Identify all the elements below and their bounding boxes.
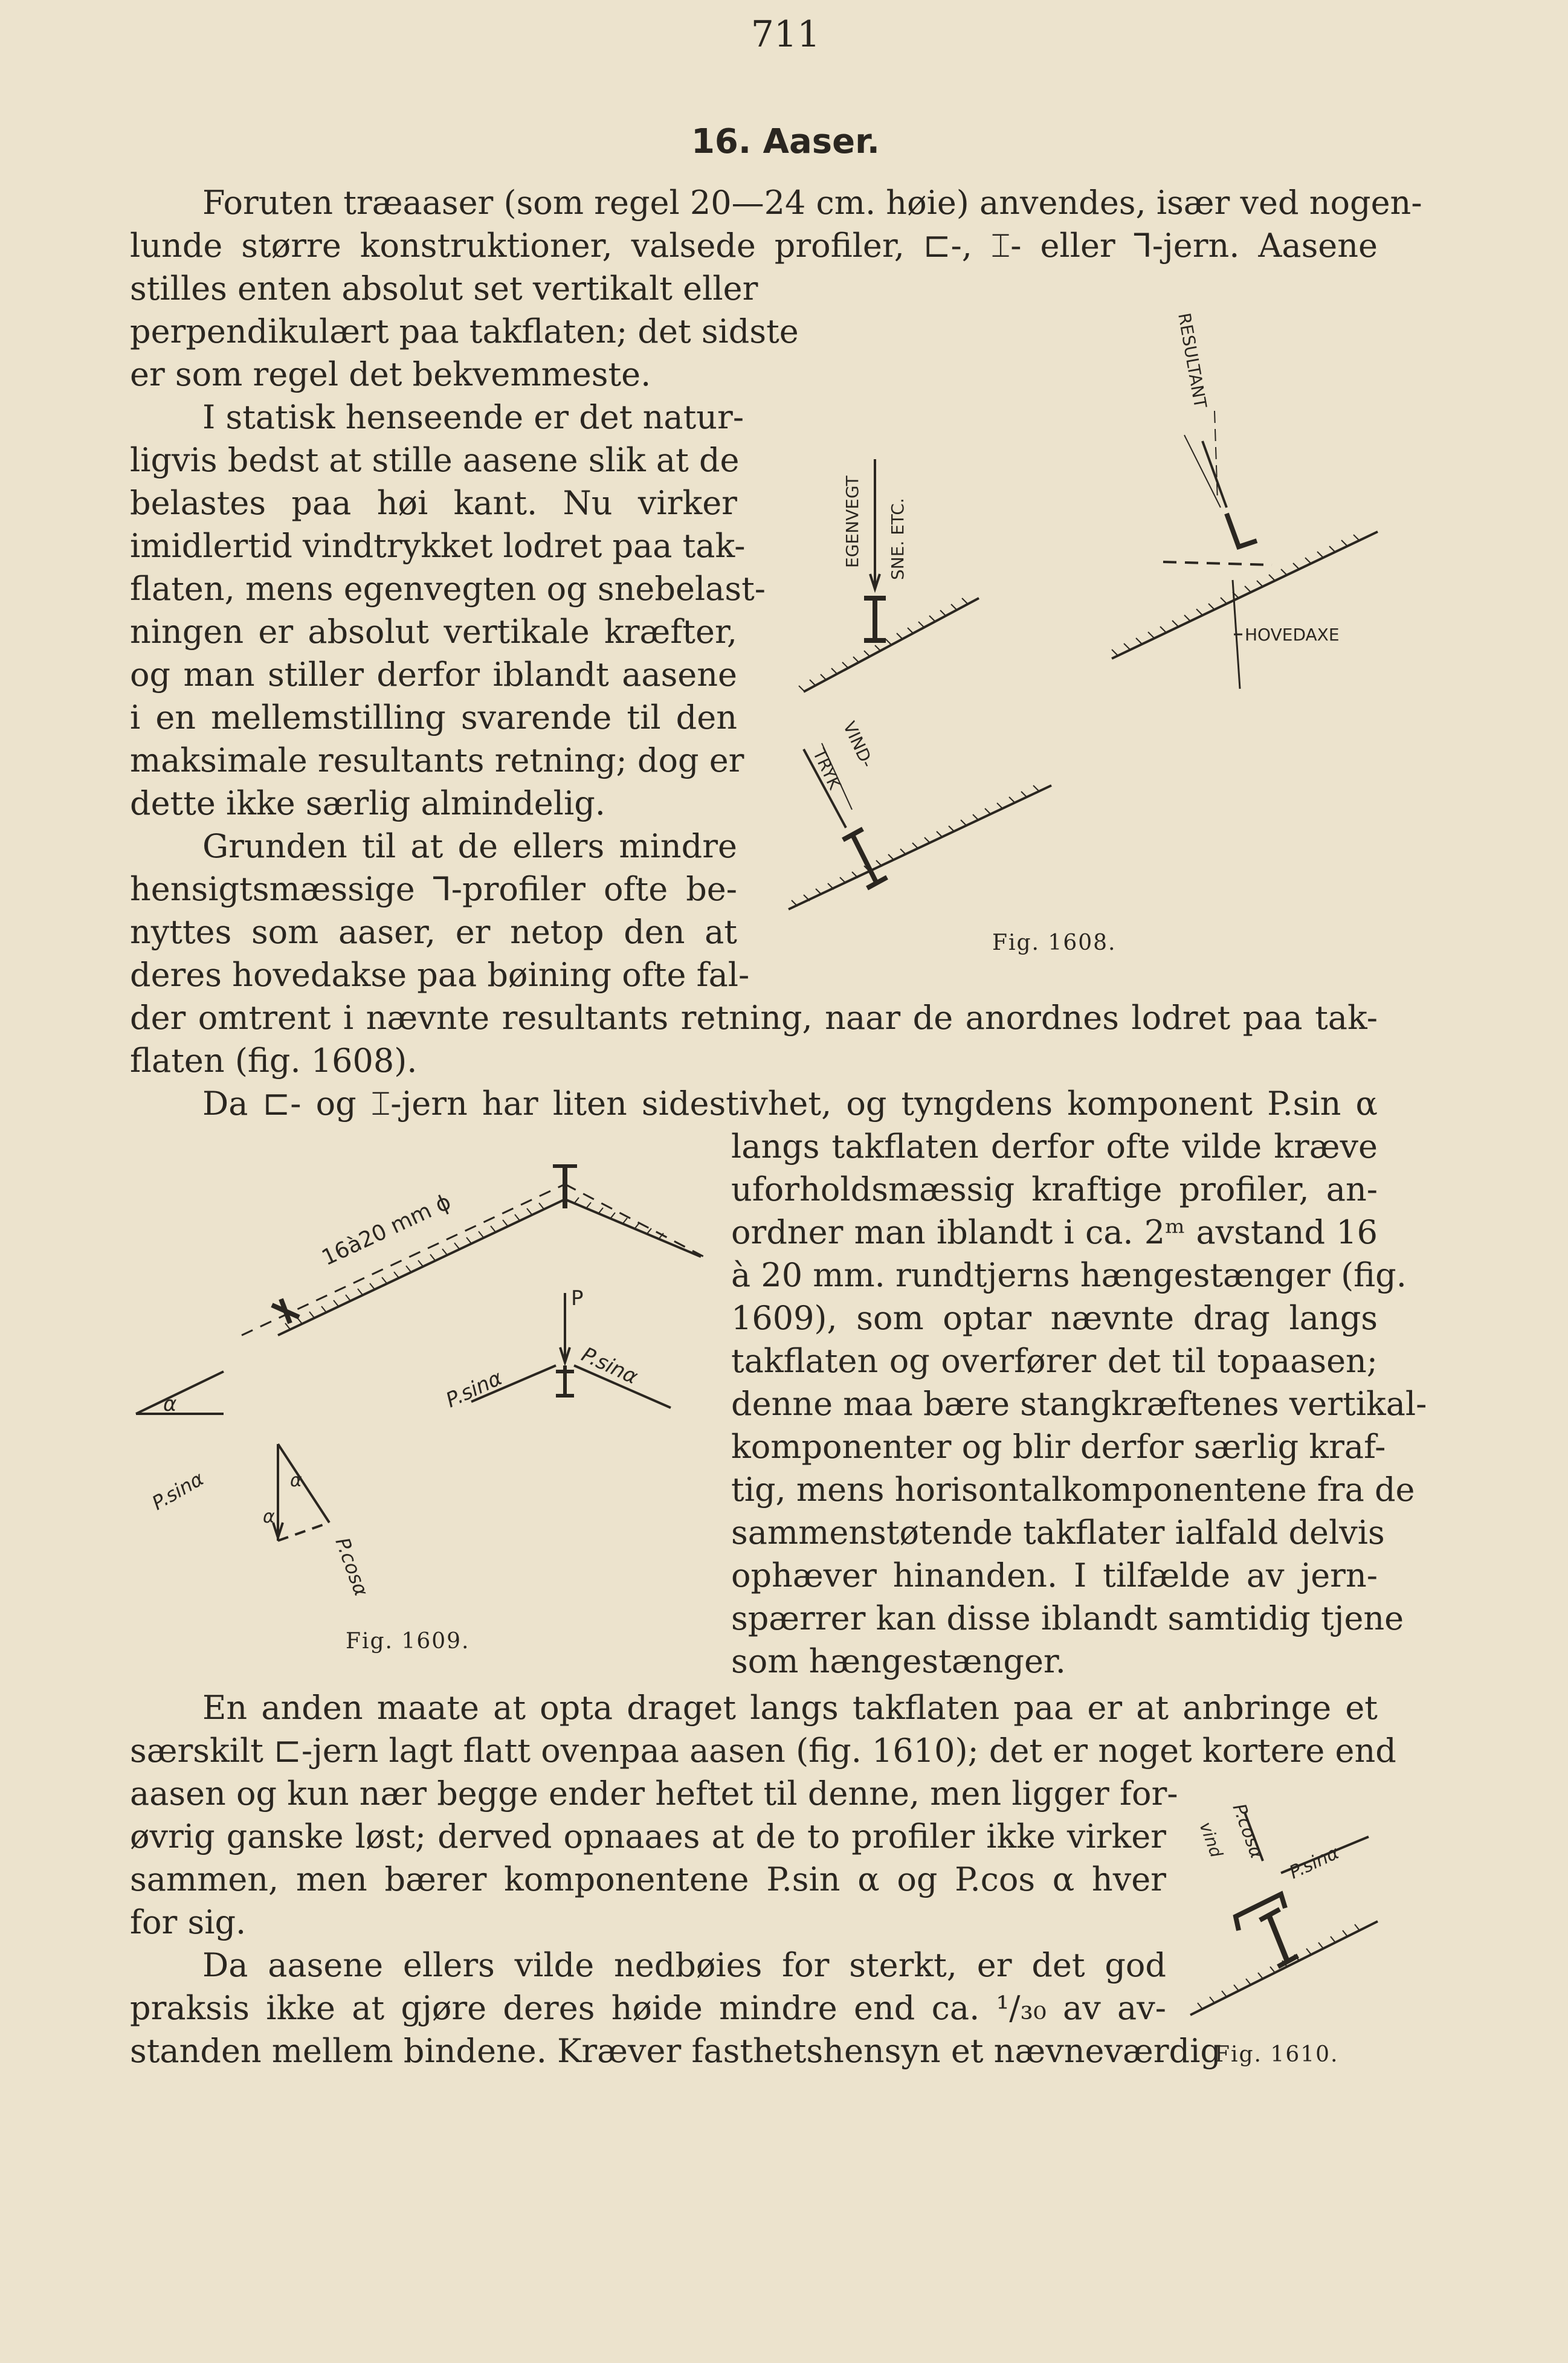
text-line: stilles enten absolut set vertikalt eller [130,269,758,308]
section-title: 16. Aaser. [691,122,880,161]
text-line: standen mellem bindene. Kræver fasthetshensyn et nævneværdig [130,2032,1221,2070]
text-line: langs takflaten derfor ofte vilde kræve [731,1127,1378,1165]
label-p: P [571,1286,584,1310]
text-line: der omtrent i nævnte resultants retning, naar de anordnes lodret paa tak- [130,999,1378,1037]
text-line: spærrer kan disse iblandt samtidig tjene [731,1599,1404,1637]
label-sne: SNE. ETC. [888,498,908,580]
text-line: sammenstøtende takflater ialfald delvis [731,1514,1385,1552]
figure-1608-caption: Fig. 1608. [992,930,1117,955]
text-line: Grunden til at de ellers mindre [202,827,737,865]
page-number: 711 [750,13,821,56]
text-line: flaten, mens egenvegten og snebelast- [130,570,766,608]
label-pcos: P.cosα [331,1534,373,1599]
text-line: særskilt ⊏-jern lagt flatt ovenpaa aasen (fig. 1610); det er noget kortere end [130,1732,1396,1770]
label-psin-left: P.sinα [442,1365,506,1413]
label-tryk: TRYK [808,746,845,793]
figure-1609-caption: Fig. 1609. [346,1629,470,1654]
text-line: flaten (fig. 1608). [130,1042,418,1080]
label-alpha-tri: α [290,1470,302,1491]
label-pcos: P.cosα [1228,1800,1268,1862]
text-line: imidlertid vindtrykket lodret paa tak- [130,527,746,565]
label-vind: vind [1195,1819,1227,1860]
label-psin-tri: P.sinα [148,1467,208,1515]
text-line: à 20 mm. rundtjerns hængestænger (fig. [731,1256,1407,1294]
label-alpha: α [163,1392,177,1416]
text-line: som hængestænger. [731,1642,1066,1680]
text-line: aasen og kun nær begge ender heftet til denne, men ligger for- [130,1775,1178,1813]
text-line: I statisk henseende er det natur- [202,398,744,436]
text-line: En anden maate at opta draget langs takflaten paa er at anbringe et [202,1689,1378,1727]
text-line: for sig. [130,1903,247,1941]
text-line: øvrig ganske løst; derved opnaaes at de to profiler ikke virker [130,1817,1166,1855]
text-line: deres hovedakse paa bøining ofte fal- [130,956,750,994]
label-alpha-tri-2: α [263,1506,275,1527]
text-line: Da ⊏- og ⌶-jern har liten sidestivhet, og tyngdens komponent P.sin α [202,1085,1378,1123]
text-line: tig, mens horisontalkomponentene fra de [731,1471,1415,1509]
label-hovedaxe: HOVEDAXE [1245,625,1340,645]
text-line: Da aasene ellers vilde nedbøies for sterkt, er det god [202,1946,1166,1984]
fig1610-diagram [1190,1801,1378,2015]
text-line: ningen er absolut vertikale kræfter, [130,613,737,651]
text-line: ligvis bedst at stille aasene slik at de [130,441,740,479]
text-line: i en mellemstilling svarende til den [130,698,737,737]
text-line: og man stiller derfor iblandt aasene [130,656,737,694]
label-rod: 16à20 mm ϕ [318,1189,455,1271]
text-line: dette ikke særlig almindelig. [130,784,605,822]
text-line: maksimale resultants retning; dog er [130,741,744,779]
label-psin-right: P.sinα [578,1342,642,1390]
text-line: lunde større konstruktioner, valsede profiler, ⊏-, ⌶- eller ⅂-jern. Aasene [130,227,1378,265]
text-line: praksis ikke at gjøre deres høide mindre end ca. ¹/₃₀ av av- [130,1989,1166,2027]
label-psin: P.sinα [1286,1842,1343,1884]
text-line: sammen, men bærer komponentene P.sin α og P.cos α hver [130,1860,1166,1898]
text-line: denne maa bære stangkræftenes vertikal- [731,1385,1427,1423]
text-line: uforholdsmæssig kraftige profiler, an- [731,1170,1378,1208]
text-line: komponenter og blir derfor særlig kraf- [731,1428,1386,1466]
figure-1610-caption: Fig. 1610. [1215,2042,1339,2067]
i-beam-web [1269,1915,1287,1961]
label-vind: VIND- [839,718,878,771]
text-line: nyttes som aaser, er netop den at [130,913,737,951]
text-line: er som regel det bekvemmeste. [130,355,651,393]
text-line: 1609), som optar nævnte drag langs [731,1299,1378,1337]
roof-line [1190,1921,1378,2015]
text-line: ophæver hinanden. I tilfælde av jern- [731,1556,1378,1594]
label-egenvegt: EGENVEGT [842,476,862,568]
text-line: Foruten træaaser (som regel 20—24 cm. høie) anvendes, især ved nogen- [202,184,1422,222]
text-line: takflaten og overfører det til topaasen; [731,1342,1378,1380]
text-line: belastes paa høi kant. Nu virker [130,484,737,522]
text-line: perpendikulært paa takflaten; det sidste [130,312,799,350]
text-line: ordner man iblandt i ca. 2ᵐ avstand 16 [731,1213,1378,1251]
text-line: hensigtsmæssige ⅂-profiler ofte be- [130,870,737,908]
label-resultant: RESULTANT [1174,311,1211,410]
